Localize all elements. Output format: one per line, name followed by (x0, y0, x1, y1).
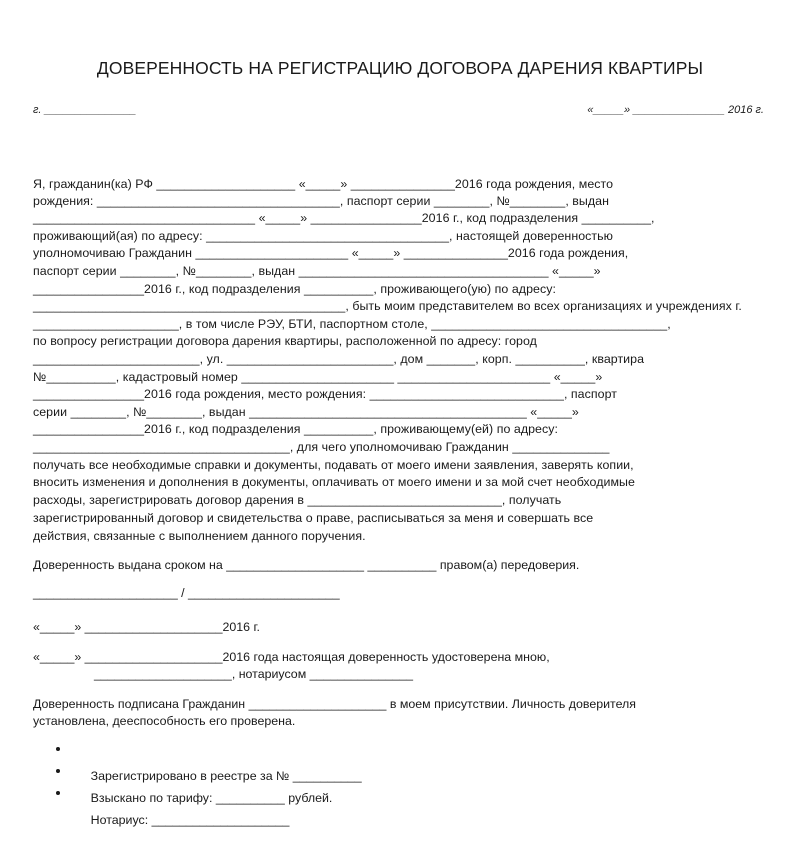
body-line: по вопросу регистрации договора дарения квартиры, расположенной по адресу: город (33, 334, 537, 348)
body-line: ________________2016 г., код подразделения __________, проживающему(ей) по адресу: (33, 422, 558, 436)
body-line: зарегистрированный договор и свидетельства о праве, расписываться за меня и совершать все (33, 511, 594, 525)
body-line: проживающий(ая) по адресу: ___________________________________, настоящей доверенностью (33, 229, 613, 243)
body-line: _____________________, в том числе РЭУ, БТИ, паспортном столе, __________________________________, (33, 317, 671, 331)
place-line: г. _______________ (33, 104, 137, 116)
signed-statement-line: установлена, дееспособность его проверена. (33, 714, 296, 728)
body-line: рождения: ___________________________________, паспорт серии ________, №________, выдан (33, 194, 609, 208)
body-line: серии ________, №________, выдан ________________________________________ «_____» (33, 405, 579, 419)
body-line: получать все необходимые справки и документы, подавать от моего имени заявления, заверять копии, (33, 458, 634, 472)
body-line: Я, гражданин(ка) РФ ____________________ «_____» _______________2016 года рождения, место (33, 177, 614, 191)
document-title: ДОВЕРЕННОСТЬ НА РЕГИСТРАЦИЮ ДОГОВОРА ДАРЕНИЯ КВАРТИРЫ (96, 58, 704, 78)
body-line: №__________, кадастровый номер ______________________ ______________________ «_____» (33, 370, 603, 384)
bullet-icon (56, 769, 60, 773)
body-line: _____________________________________, для чего уполномочиваю Гражданин ______________ (33, 440, 610, 454)
term-line: Доверенность выдана сроком на ____________________ __________ правом(а) передоверия. (33, 558, 580, 572)
list-item-text: Зарегистрировано в реестре за № __________ (90, 769, 362, 783)
body-line: ________________________, ул. ________________________, дом _______, корп. __________, квартира (33, 352, 645, 366)
body-line: вносить изменения и дополнения в документы, оплачивать от моего имени и за мой счет необходимые (33, 475, 635, 489)
body-line: ________________2016 года рождения, место рождения: ____________________________, паспорт (33, 387, 617, 401)
body-line: расходы, зарегистрировать договор дарения в ____________________________, получать (33, 493, 562, 507)
date-line: «_____» _______________ 2016 г. (587, 104, 764, 116)
notary-line: ____________________, нотариусом _______________ (94, 667, 414, 681)
body-line: ________________________________ «_____» ________________2016 г., код подразделения __________, (33, 211, 655, 225)
signed-statement-line: Доверенность подписана Гражданин ____________________ в моем присутствии. Личность доверителя (33, 697, 637, 711)
body-line: ________________2016 г., код подразделения __________, проживающего(ую) по адресу: (33, 282, 556, 296)
list-item (70, 785, 289, 841)
bullet-icon (56, 791, 60, 795)
signature-line: _____________________ / ______________________ (33, 586, 340, 600)
body-line: действия, связанные с выполнением данного поручения. (33, 529, 366, 543)
sign-date-line: «_____» ____________________2016 г. (33, 620, 260, 634)
body-line: _____________________________________________, быть моим представителем во всех организациях и учреждениях г. (33, 299, 742, 313)
body-line: паспорт серии ________, №________, выдан ____________________________________ «_____» (33, 264, 601, 278)
certification-line: «_____» ____________________2016 года настоящая доверенность удостоверена мною, (33, 650, 550, 664)
list-item-text: Взыскано по тарифу: __________ рублей. (90, 791, 333, 805)
bullet-icon (56, 747, 60, 751)
list-item-text: Нотариус: ____________________ (90, 813, 290, 827)
body-line: уполномочиваю Гражданин ______________________ «_____» _______________2016 года рождения, (33, 246, 629, 260)
